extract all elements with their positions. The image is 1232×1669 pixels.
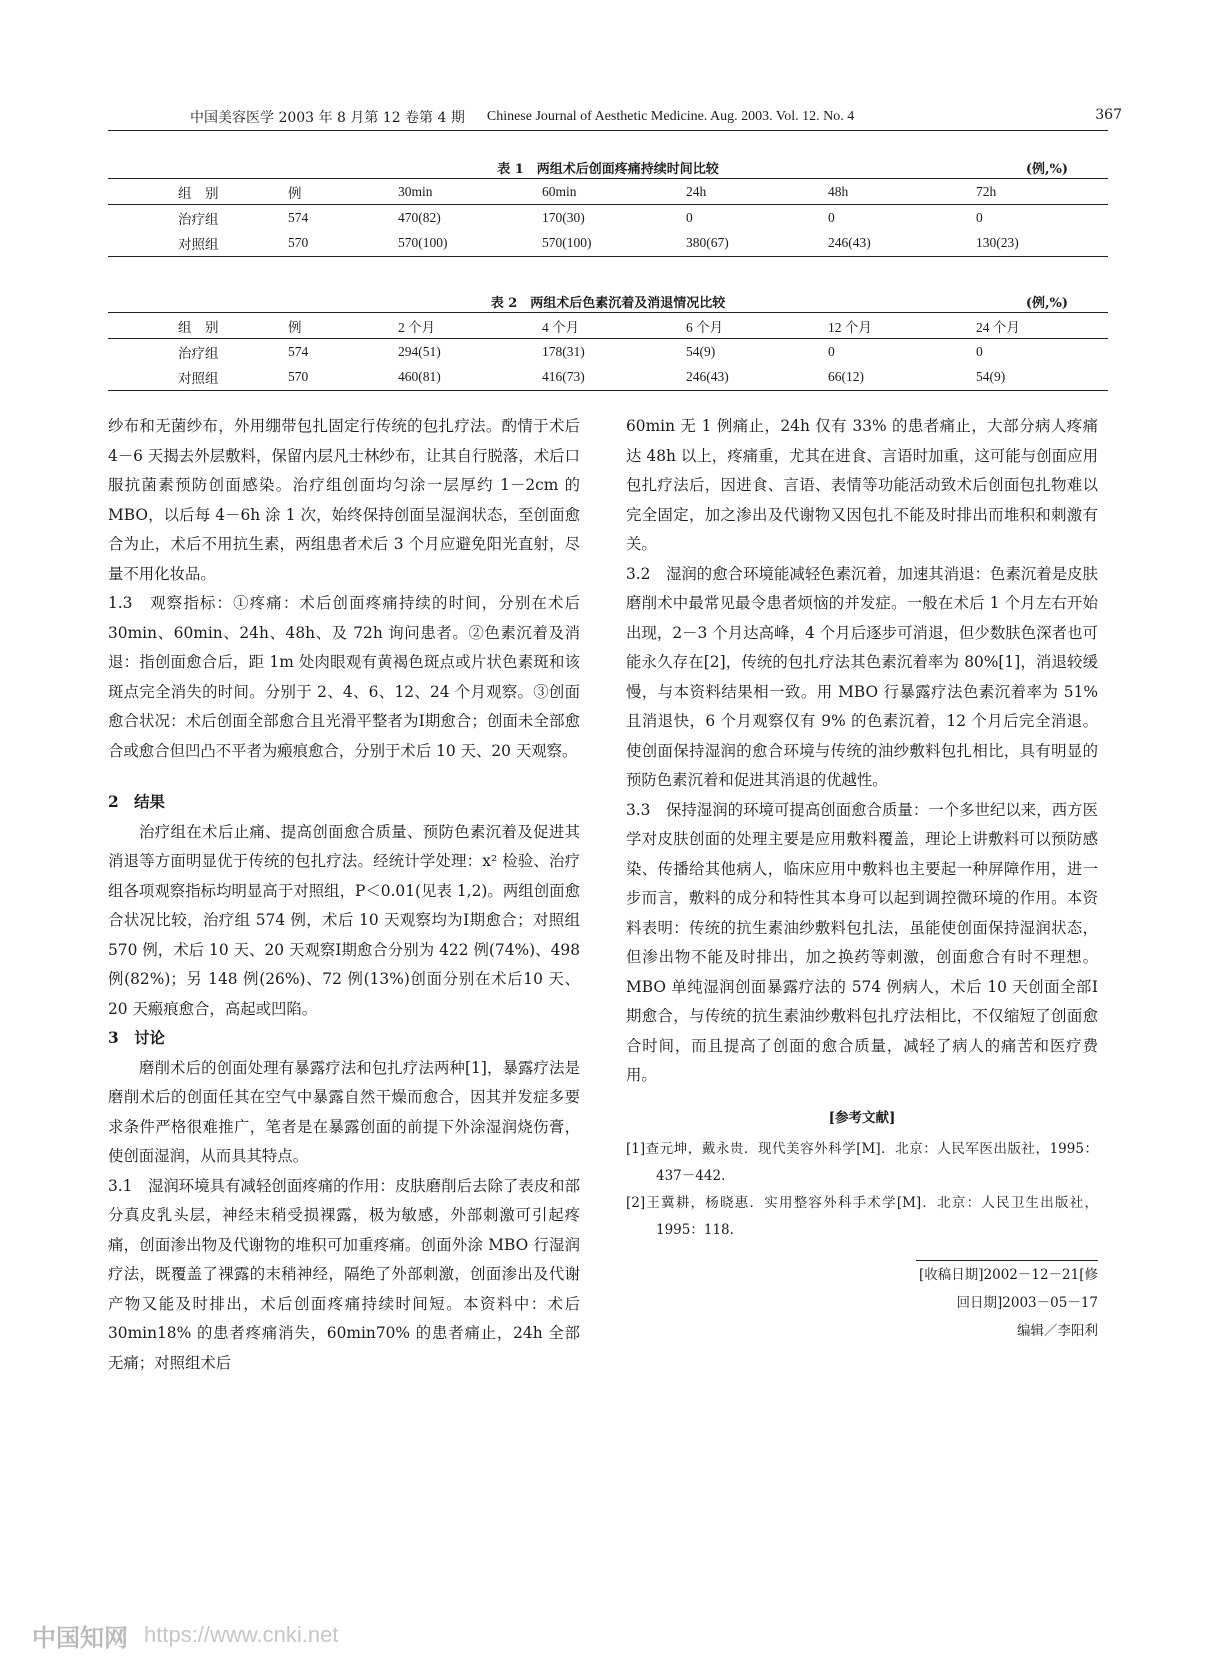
table2-unit: (例,%) bbox=[1025, 296, 1068, 311]
table-cell: 246(43) bbox=[686, 369, 729, 385]
body-paragraph: 磨削术后的创面处理有暴露疗法和包扎疗法两种[1]，暴露疗法是磨削术后的创面任其在空气中暴露自然干燥而愈合，因其并发症多要求条件严格很难推广，笔者是在暴露创面的前提下外涂湿润烧伤膏，使创面湿润，从而具其特点。 bbox=[108, 1058, 580, 1165]
table-cell: 416(73) bbox=[542, 369, 585, 385]
table-cell: 570 bbox=[288, 235, 309, 251]
table-header-cell: 72h bbox=[976, 183, 997, 199]
table-cell: 570(100) bbox=[398, 235, 448, 251]
table-header-cell: 组 别 bbox=[178, 319, 219, 335]
table-header-cell: 组 别 bbox=[178, 185, 219, 201]
table-cell: 294(51) bbox=[398, 343, 441, 359]
table2-caption: 表 2 两组术后色素沉着及消退情况比较 bbox=[490, 296, 726, 311]
table-cell: 470(82) bbox=[398, 209, 441, 225]
section-3-2-pigmentation: 3.2 湿润的愈合环境能减轻色素沉着，加速其消退：色素沉着是皮肤磨削术中最常见最令患者烦恼的并发症。一般在术后 1 个月左右开始出现，2－3 个月达高峰，4 个月后逐步可消退，但少数肤色深者也可能永久存在[2]，传统的包扎疗法其色素沉着率为 80%[1]，消退较缓慢，与本资料结果相一致。用 MBO 行暴露疗法色素沉着率为 51% 且消退快，6 个月观察仅有 9% 的色素沉着，12 个月后完全消退。使创面保持湿润的愈合环境与传统的油纱敷料包扎相比，具有明显的预防色素沉着和促进其消退的优越性。 bbox=[626, 564, 1098, 789]
receipt-info bbox=[916, 1260, 1098, 1345]
table-cell: 0 bbox=[828, 343, 835, 359]
table-header-cell: 24h bbox=[686, 183, 707, 199]
table-header-cell: 4 个月 bbox=[542, 319, 580, 335]
table-header-cell: 6 个月 bbox=[686, 319, 724, 335]
running-header bbox=[108, 104, 1122, 131]
table-header-row bbox=[108, 313, 1108, 339]
editor-credit: 编辑／李阳利 bbox=[1017, 1322, 1098, 1339]
table1-caption: 表 1 两组术后创面疼痛持续时间比较 bbox=[497, 162, 719, 177]
table-row bbox=[108, 205, 1108, 231]
reference-item: [2]王冀耕，杨晓惠．实用整容外科手术学[M]．北京：人民卫生出版社，1995：118. bbox=[626, 1194, 1098, 1238]
table1 bbox=[108, 178, 1108, 257]
table-cell: 治疗组 bbox=[178, 345, 219, 361]
table2-caption-row bbox=[108, 292, 1108, 312]
table-cell: 0 bbox=[976, 209, 983, 225]
table-cell: 130(23) bbox=[976, 235, 1019, 251]
table1-caption-row bbox=[108, 158, 1108, 178]
table-header-cell: 48h bbox=[828, 183, 849, 199]
section-3-1-pain: 3.1 湿润环境具有减轻创面疼痛的作用：皮肤磨削后去除了表皮和部分真皮乳头层，神经末稍受损裸露，极为敏感，外部刺激可引起疼痛，创面渗出物及代谢物的堆积可加重疼痛。创面外涂 MBO 行湿润疗法，既覆盖了裸露的末稍神经，隔绝了外部刺激，创面渗出及代谢产物又能及时排出，术后创面疼痛持续时间短。本资料中：术后 30min18% 的患者疼痛消失，60min70% 的患者痛止，24h 全部无痛；对照组术后 bbox=[108, 1176, 580, 1372]
references bbox=[626, 1105, 1098, 1244]
table-header-cell: 2 个月 bbox=[398, 319, 436, 335]
table-header-cell: 例 bbox=[288, 185, 302, 201]
table-header-cell: 例 bbox=[288, 319, 302, 335]
section-1-3-observation: 1.3 观察指标：①疼痛：术后创面疼痛持续的时间，分别在术后 30min、60min、24h、48h、及 72h 询问患者。②色素沉着及消退：指创面愈合后，距 1m 处肉眼观有黄褐色斑点或片状色素斑和该斑点完全消失的时间。分别于 2、4、6、12、24 个月观察。③创面愈合状况：术后创面全部愈合且光滑平整者为Ⅰ期愈合；创面未全部愈合或愈合但凹凸不平者为瘢痕愈合，分别于术后 10 天、20 天观察。 bbox=[108, 594, 580, 760]
left-column bbox=[108, 412, 580, 1378]
table-cell: 574 bbox=[288, 209, 309, 225]
table-row bbox=[108, 231, 1108, 257]
table-cell: 66(12) bbox=[828, 369, 864, 385]
cnki-url: https://www.cnki.net bbox=[144, 1622, 339, 1647]
table-cell: 570(100) bbox=[542, 235, 592, 251]
table-cell: 对照组 bbox=[178, 371, 219, 387]
table-cell: 170(30) bbox=[542, 209, 585, 225]
cnki-logo: 中国知网 bbox=[32, 1623, 128, 1652]
right-column bbox=[626, 412, 1098, 1345]
body-paragraph: 60min 无 1 例痛止，24h 仅有 33% 的患者痛止，大部分病人疼痛达 48h 以上，疼痛重，尤其在进食、言语时加重，这可能与创面应用包扎疗法后，因进食、言语、表情等功能活动致术后创面包扎物难以完全固定，加之渗出及代谢物又因包扎不能及时排出而堆积和刺激有关。 bbox=[626, 417, 1098, 553]
references-title: [参考文献] bbox=[828, 1109, 896, 1126]
reference-item: [1]查元坤，戴永贵．现代美容外科学[M]．北京：人民军医出版社，1995：437－442. bbox=[626, 1140, 1098, 1184]
table-cell: 460(81) bbox=[398, 369, 441, 385]
table-cell: 178(31) bbox=[542, 343, 585, 359]
received-dates: [收稿日期]2002－12－21[修回日期]2003－05－17 bbox=[918, 1266, 1098, 1311]
section-heading-discussion: 3 讨论 bbox=[108, 1029, 165, 1047]
table-cell: 380(67) bbox=[686, 235, 729, 251]
table-cell: 54(9) bbox=[976, 369, 1006, 385]
section-heading-results: 2 结果 bbox=[108, 793, 165, 811]
journal-title-cn: 中国美容医学 2003 年 8 月第 12 卷第 4 期 bbox=[190, 110, 465, 126]
table-header-cell: 30min bbox=[398, 183, 433, 199]
table1-unit: (例,%) bbox=[1025, 162, 1068, 177]
journal-title-en: Chinese Journal of Aesthetic Medicine. Aug. 2003. Vol. 12. No. 4 bbox=[486, 109, 855, 124]
table-header-cell: 12 个月 bbox=[828, 319, 872, 335]
body-paragraph: 治疗组在术后止痛、提高创面愈合质量、预防色素沉着及促进其消退等方面明显优于传统的包扎疗法。经统计学处理：x² 检验、治疗组各项观察指标均明显高于对照组，P＜0.01(见表 1,2)。两组创面愈合状况比较，治疗组 574 例，术后 10 天观察均为Ⅰ期愈合；对照组 570 例，术后 10 天、20 天观察Ⅰ期愈合分别为 422 例(74%)、498 例(82%)；另 148 例(26%)、72 例(13%)创面分别在术后10 天、20 天瘢痕愈合，高起或凹陷。 bbox=[108, 822, 580, 1018]
table-header-row bbox=[108, 179, 1108, 205]
table-cell: 54(9) bbox=[686, 343, 716, 359]
watermark-footer bbox=[32, 1618, 338, 1652]
table2 bbox=[108, 312, 1108, 391]
section-3-3-healing: 3.3 保持湿润的环境可提高创面愈合质量：一个多世纪以来，西方医学对皮肤创面的处理主要是应用敷料覆盖，理论上讲敷料可以预防感染、传播给其他病人，临床应用中敷料也主要起一种屏障作用，进一步而言，敷料的成分和特性其本身可以起到调控微环境的作用。本资料表明：传统的抗生素油纱敷料包扎法，虽能使创面保持湿润状态，但渗出物不能及时排出，加之换药等刺激，创面愈合有时不理想。MBO 单纯湿润创面暴露疗法的 574 例病人，术后 10 天创面全部Ⅰ期愈合，与传统的抗生素油纱敷料包扎疗法相比，不仅缩短了创面愈合时间，而且提高了创面的愈合质量，减轻了病人的痛苦和医疗费用。 bbox=[626, 800, 1098, 1084]
table-header-cell: 24 个月 bbox=[976, 319, 1020, 335]
table-cell: 0 bbox=[828, 209, 835, 225]
table-header-cell: 60min bbox=[542, 183, 577, 199]
table-cell: 0 bbox=[976, 343, 983, 359]
table-cell: 570 bbox=[288, 369, 309, 385]
body-paragraph: 纱布和无菌纱布，外用绷带包扎固定行传统的包扎疗法。酌情于术后 4－6 天揭去外层敷料，保留内层凡士林纱布，让其自行脱落，术后口服抗菌素预防创面感染。治疗组创面均匀涂一层厚约 1－2cm 的 MBO，以后每 4－6h 涂 1 次，始终保持创面呈湿润状态，至创面愈合为止，术后不用抗生素，两组患者术后 3 个月应避免阳光直射，尽量不用化妆品。 bbox=[108, 417, 580, 583]
table-cell: 0 bbox=[686, 209, 693, 225]
page-number: 367 bbox=[1095, 107, 1122, 123]
table-row bbox=[108, 339, 1108, 365]
table-cell: 574 bbox=[288, 343, 309, 359]
table-cell: 对照组 bbox=[178, 237, 219, 253]
table-cell: 246(43) bbox=[828, 235, 871, 251]
table-row bbox=[108, 365, 1108, 391]
table-cell: 治疗组 bbox=[178, 211, 219, 227]
